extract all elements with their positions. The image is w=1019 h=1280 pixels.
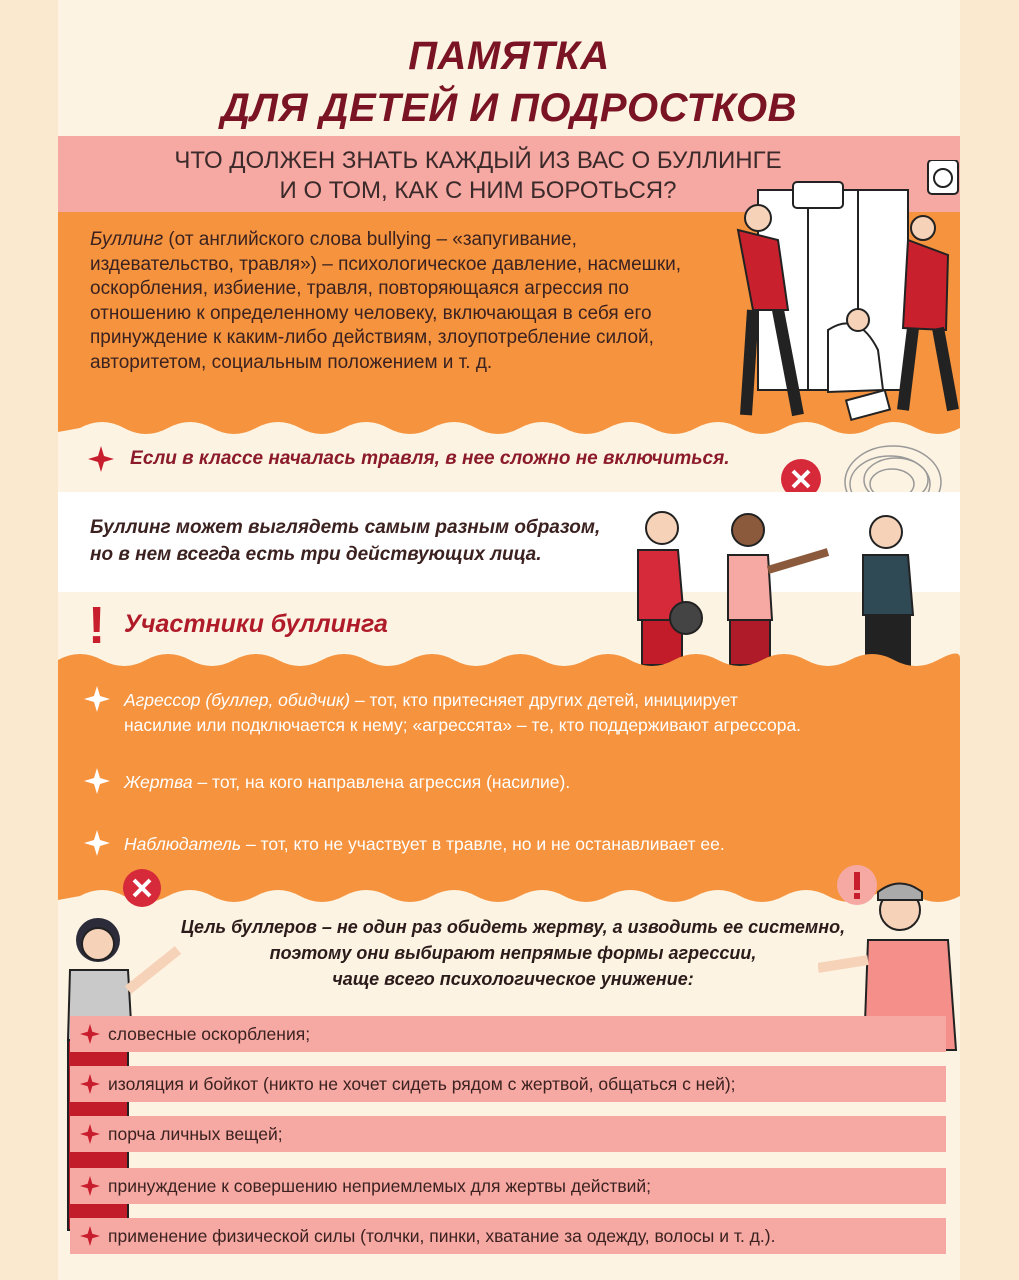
role-name: Агрессор (буллер, обидчик): [124, 690, 351, 710]
wave-top-divider: [58, 648, 960, 670]
form-item: [70, 1168, 946, 1204]
form-item: [70, 1016, 946, 1052]
definition-body: (от английского слова bullying – «запугивание, издевательство, травля») – психологическое давление, насмешки, оскорбления, избиение, травля, повторяющаяся агрессия по отношению к определенному человеку, включающая в себя его принуждение к каким-либо действиям, злоупотребление силой, авторитетом, социальным положением и т. д.: [90, 229, 682, 373]
form-item-text: принуждение к совершению неприемлемых для жертвы действий;: [108, 1175, 652, 1196]
goal-line-3: чаще всего психологическое унижение:: [332, 969, 694, 989]
star-bullet-icon: [80, 1024, 100, 1044]
three-kids-illustration: [618, 500, 938, 670]
role-name: Наблюдатель: [124, 834, 242, 854]
form-item-text: словесные оскорбления;: [108, 1023, 311, 1044]
goal-line-1: Цель буллеров – не один раз обидеть жертву, а изводить ее системно,: [180, 917, 846, 937]
star-bullet-icon: [80, 1074, 100, 1094]
role-victim: [124, 770, 944, 795]
star-bullet-icon: [84, 686, 110, 712]
form-item-text: порча личных вещей;: [108, 1123, 283, 1144]
form-item: [70, 1116, 946, 1152]
title-line-1: ПАМЯТКА: [408, 34, 610, 78]
bully-look-text: [90, 514, 650, 568]
goal-text: [128, 914, 898, 992]
goal-line-2: поэтому они выбирают непрямые формы агрессии,: [269, 943, 757, 963]
definition-term: Буллинг: [90, 229, 164, 250]
callout-text: Если в классе началась травля, в нее сложно не включиться.: [130, 448, 730, 469]
definition-text: [90, 228, 710, 375]
role-text: – тот, на кого направлена агрессия (насилие).: [192, 772, 571, 792]
form-item-text: изоляция и бойкот (никто не хочет сидеть рядом с жертвой, общаться с ней);: [108, 1073, 736, 1094]
bullying-illustration: [698, 160, 960, 432]
star-bullet-icon: [84, 830, 110, 856]
bully-look-line-2: но в нем всегда есть три действующих лица.: [90, 544, 542, 565]
star-bullet-icon: [80, 1226, 100, 1246]
subtitle-line-2: И О ТОМ, КАК С НИМ БОРОТЬСЯ?: [279, 177, 677, 204]
poster: [58, 0, 960, 1280]
role-text: – тот, кто притесняет других детей, инициирует: [350, 690, 738, 710]
star-bullet-icon: [80, 1176, 100, 1196]
star-bullet-icon: [80, 1124, 100, 1144]
bully-look-line-1: Буллинг может выглядеть самым разным образом,: [90, 517, 601, 538]
role-aggressor: [124, 688, 944, 738]
page-title: [58, 30, 960, 134]
form-item: [70, 1066, 946, 1102]
role-name: Жертва: [124, 772, 193, 792]
form-item-text: применение физической силы (толчки, пинки, хватание за одежду, волосы и т. д.).: [108, 1225, 776, 1246]
role-observer: [124, 832, 944, 857]
close-icon: [120, 866, 164, 910]
form-item: [70, 1218, 946, 1254]
role-text: – тот, кто не участвует в травле, но и не останавливает ее.: [241, 834, 725, 854]
participants-header: Участники буллинга: [124, 610, 388, 638]
role-text-2: насилие или подключается к нему; «агрессята» – те, кто поддерживают агрессора.: [124, 715, 802, 735]
title-line-2: ДЛЯ ДЕТЕЙ И ПОДРОСТКОВ: [221, 86, 797, 130]
exclamation-icon: !: [88, 597, 106, 655]
star-bullet-icon: [84, 768, 110, 794]
subtitle-line-1: ЧТО ДОЛЖЕН ЗНАТЬ КАЖДЫЙ ИЗ ВАС О БУЛЛИНГЕ: [174, 147, 782, 174]
star-bullet-icon: [88, 446, 114, 472]
